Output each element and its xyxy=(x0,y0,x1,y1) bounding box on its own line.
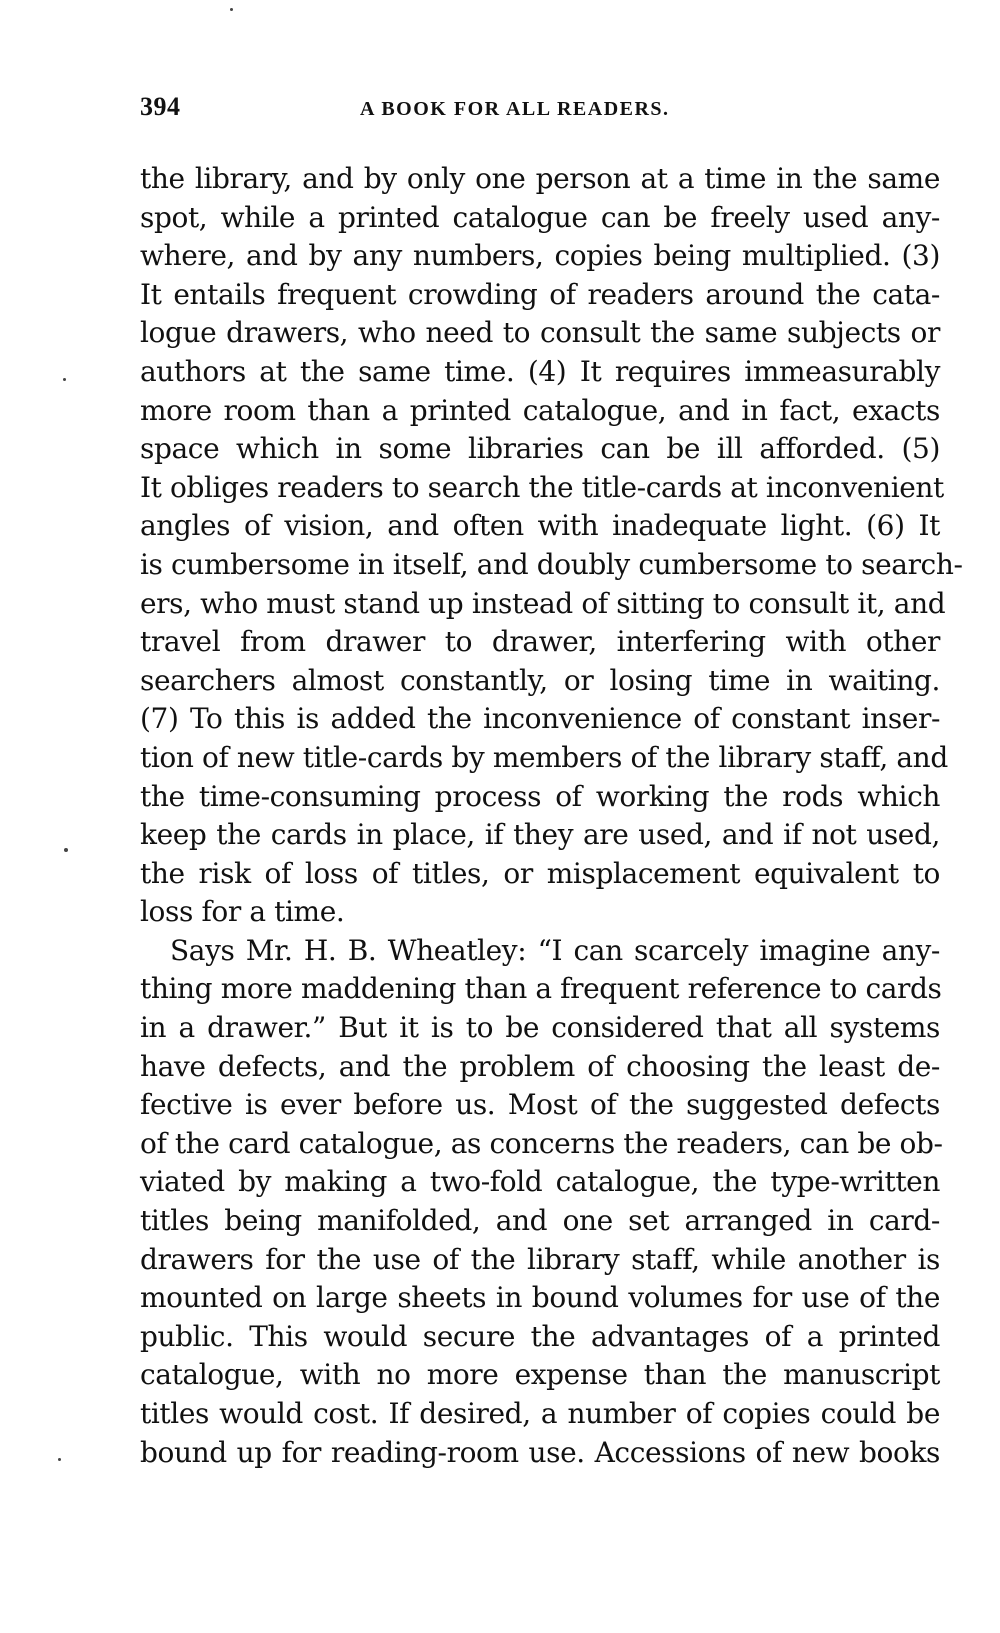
text-line: It obliges readers to search the title-cards at inconvenient xyxy=(140,470,944,504)
text-line: is cumbersome in itself, and doubly cumbersome to search- xyxy=(140,547,963,581)
text-line: mounted on large sheets in bound volumes for use of the xyxy=(140,1281,940,1315)
text-line: where, and by any numbers, copies being multiplied. (3) xyxy=(140,239,940,273)
scan-speck xyxy=(63,378,66,381)
scan-speck xyxy=(230,8,233,11)
paragraph-1 xyxy=(140,160,963,932)
text-line: thing more maddening than a frequent reference to cards xyxy=(140,972,942,1006)
body-text xyxy=(140,160,963,1472)
text-line: travel from drawer to drawer, interfering with other xyxy=(140,625,940,659)
text-line: of the card catalogue, as concerns the readers, can be ob- xyxy=(140,1126,943,1160)
text-line: the risk of loss of titles, or misplacement equivalent to xyxy=(140,856,940,890)
text-line: in a drawer.” But it is to be considered that all systems xyxy=(140,1011,940,1045)
scan-speck xyxy=(64,848,68,852)
text-line: tion of new title-cards by members of the library staff, and xyxy=(140,740,948,774)
paragraph-2 xyxy=(140,932,943,1472)
text-line: It entails frequent crowding of readers around the cata- xyxy=(140,277,940,311)
text-line: the time-consuming process of working the rods which xyxy=(140,779,940,813)
text-line: more room than a printed catalogue, and in fact, exacts xyxy=(140,393,940,427)
running-head: A BOOK FOR ALL READERS. xyxy=(360,98,670,120)
text-line: spot, while a printed catalogue can be freely used any- xyxy=(140,200,940,234)
page-number: 394 xyxy=(140,92,181,121)
text-line: titles would cost. If desired, a number of copies could be xyxy=(140,1397,940,1430)
text-line: (7) To this is added the inconvenience of constant inser- xyxy=(140,702,940,736)
text-line: space which in some libraries can be ill afforded. (5) xyxy=(140,432,940,466)
text-line: fective is ever before us. Most of the suggested defects xyxy=(140,1088,940,1122)
text-line: angles of vision, and often with inadequate light. (6) It xyxy=(140,509,940,543)
text-line: keep the cards in place, if they are used, and if not used, xyxy=(140,818,940,852)
text-line: public. This would secure the advantages of a printed xyxy=(140,1319,940,1353)
text-line: catalogue, with no more expense than the manuscript xyxy=(140,1358,940,1392)
page-header xyxy=(140,92,940,132)
text-line: Says Mr. H. B. Wheatley: “I can scarcely imagine any- xyxy=(170,933,940,967)
scan-speck xyxy=(58,1458,61,1461)
text-line: authors at the same time. (4) It requires immeasurably xyxy=(140,354,940,388)
text-line: have defects, and the problem of choosing the least de- xyxy=(140,1049,940,1083)
text-line: loss for a time. xyxy=(140,895,345,929)
text-line: viated by making a two-fold catalogue, the type-written xyxy=(140,1165,940,1199)
text-line: ers, who must stand up instead of sitting to consult it, and xyxy=(140,586,946,620)
text-line: searchers almost constantly, or losing time in waiting. xyxy=(140,663,940,697)
text-line: logue drawers, who need to consult the same subjects or xyxy=(140,316,940,350)
text-line: bound up for reading-room use. Accessions of new books xyxy=(140,1435,940,1469)
text-line: titles being manifolded, and one set arranged in card- xyxy=(140,1204,940,1238)
text-line: drawers for the use of the library staff, while another is xyxy=(140,1242,940,1276)
text-line: the library, and by only one person at a time in the same xyxy=(140,162,940,195)
